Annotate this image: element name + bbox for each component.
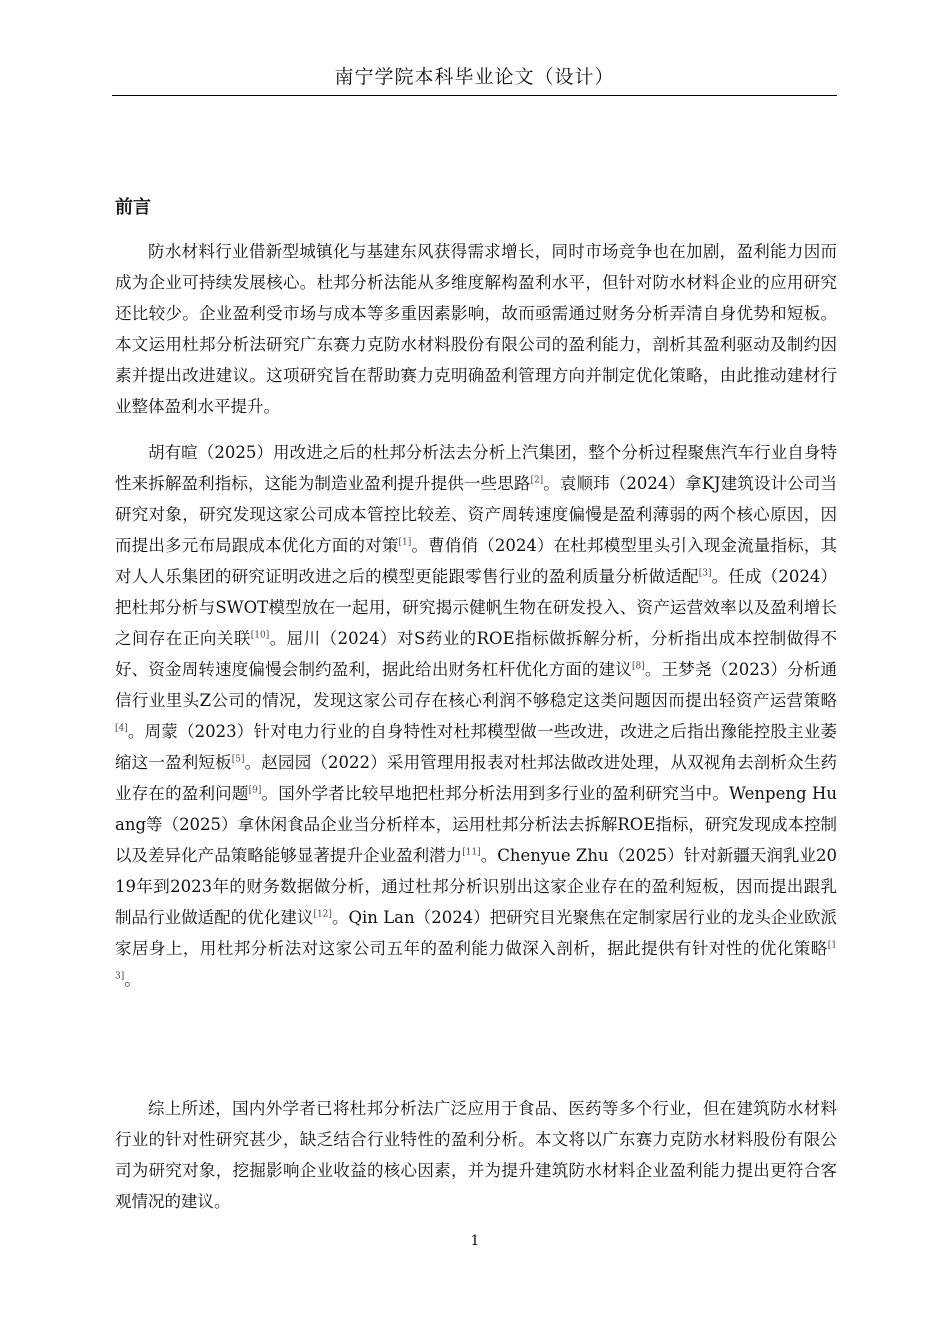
sentence: 胡有暄（2025）用改进之后的杜邦分析法去分析上汽集团，整个分析过程聚焦汽车行业自身特性来拆解盈利指标，这能为制造业盈利提升提供一些思路 [115,443,837,493]
sentence: 。周蒙（2023）针对电力行业的自身特性对杜邦模型做一些改进，改进之后指出豫能控股主业萎缩这一盈利短板 [115,722,837,772]
citation-marker: [2] [530,475,544,486]
sentence: 。Qin Lan（2024）把研究目光聚焦在定制家居行业的龙头企业欧派家居身上，用杜邦分析法对这家公司五年的盈利能力做深入剖析，据此提供有针对性的优化策略 [115,908,837,958]
citation-marker: [10] [250,630,270,641]
sentence: 。袁顺玮（2024）拿KJ建筑设计公司当研究对象，研究发现这家公司成本管控比较差、资产周转速度偏慢是盈利薄弱的两个核心原因，因而提出多元布局跟成本优化方面的对策 [115,474,837,555]
citation-marker: [9] [248,785,262,796]
citation-marker: [3] [698,568,712,579]
sentence: 。屈川（2024）对S药业的ROE指标做拆解分析，分析指出成本控制做得不好、资金周转速度偏慢会制约盈利，据此给出财务杠杆优化方面的建议 [115,629,838,679]
page-header [112,62,837,96]
sentence: 。王梦尧（2023）分析通信行业里头Z公司的情况，发现这家公司存在核心利润不够稳定这类问题因而提出轻资产运营策略 [115,660,837,710]
paragraph-summary: 综上所述，国内外学者已将杜邦分析法广泛应用于食品、医药等多个行业，但在建筑防水材料行业的针对性研究甚少，缺乏结合行业特性的盈利分析。本文将以广东赛力克防水材料股份有限公司为研究对象，挖掘影响企业收益的核心因素，并为提升建筑防水材料企业盈利能力提出更符合客观情况的建议。 [115,1099,837,1211]
paragraph-intro: 防水材料行业借新型城镇化与基建东风获得需求增长，同时市场竞争也在加剧，盈利能力因而成为企业可持续发展核心。杜邦分析法能从多维度解构盈利水平，但针对防水材料企业的应用研究还比较少。企业盈利受市场与成本等多重因素影响，故而亟需通过财务分析弄清自身优势和短板。本文运用杜邦分析法研究广东赛力克防水材料股份有限公司的盈利能力，剖析其盈利驱动及制约因素并提出改进建议。这项研究旨在帮助赛力克明确盈利管理方向并制定优化策略，由此推动建材行业整体盈利水平提升。 [115,242,837,416]
section-title: 前言 [115,197,151,218]
paragraph-literature-review [115,437,837,995]
citation-marker: [4] [115,723,128,734]
citation-marker: [8] [631,661,645,672]
sentence: 。任成（2024）把杜邦分析与SWOT模型放在一起用，研究揭示健帆生物在研发投入、资产运营效率以及盈利增长之间存在正向关联 [115,567,838,648]
citation-marker: [11] [462,847,481,858]
sentence: 。Chenyue Zhu（2025）针对新疆天润乳业2019年到2023年的财务数据做分析，通过杜邦分析识别出这家企业存在的盈利短板，因而提出跟乳制品行业做适配的优化建议 [115,846,837,927]
page-number: 1 [470,1233,480,1249]
citation-marker: [12] [313,909,332,920]
header-title: 南宁学院本科毕业论文（设计） [334,66,615,88]
citation-marker: [5] [231,754,245,765]
citation-marker: [13] [115,940,837,982]
sentence: 。曹俏俏（2024）在杜邦模型里头引入现金流量指标，其对人人乐集团的研究证明改进之后的模型更能跟零售行业的盈利质量分析做适配 [115,536,838,586]
sentence: 。 [124,970,141,989]
citation-marker: [1] [398,537,412,548]
sentence: 。赵园园（2022）采用管理用报表对杜邦法做改进处理，从双视角去剖析众生药业存在的盈利问题 [115,753,838,803]
sentence: 。国外学者比较早地把杜邦分析法用到多行业的盈利研究当中。Wenpeng Huang等（2025）拿休闲食品企业当分析样本，运用杜邦分析法去拆解ROE指标，研究发现成本控制以及差异化产品策略能够显著提升企业盈利潜力 [115,784,837,865]
